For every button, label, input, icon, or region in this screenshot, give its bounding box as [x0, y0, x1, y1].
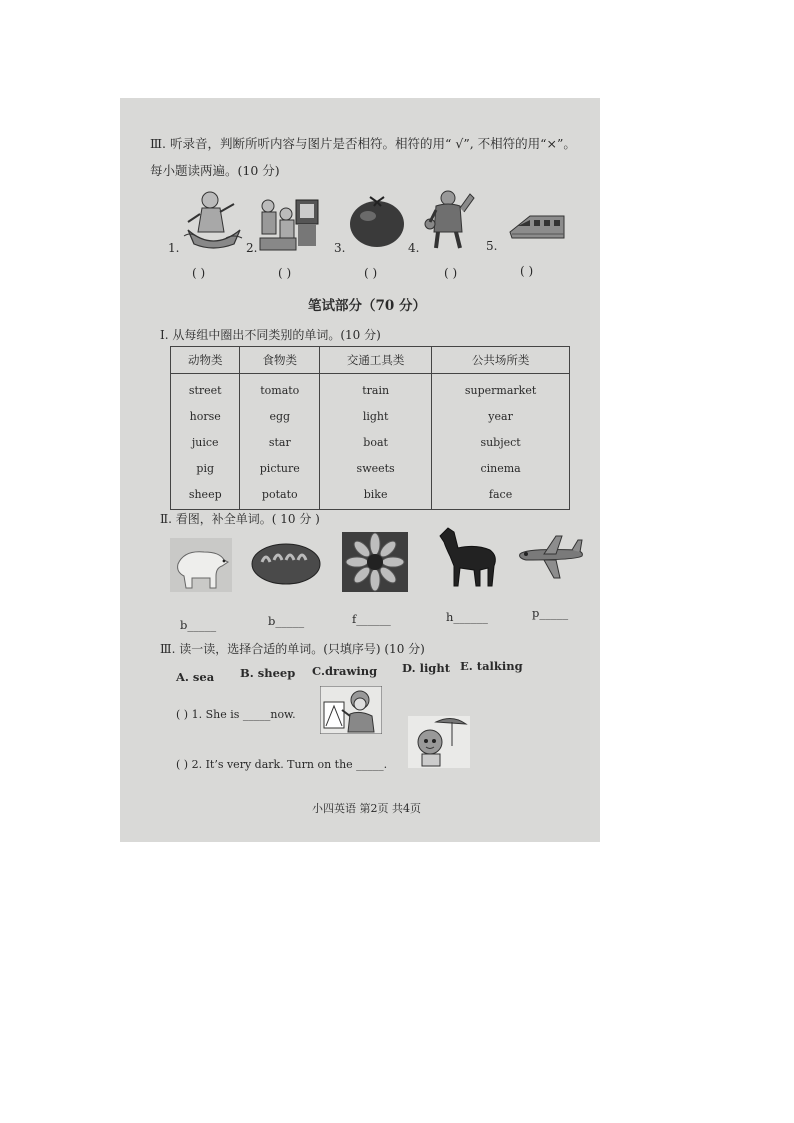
page-footer: 小四英语 第2页 共4页 [312, 802, 421, 815]
blank-bread[interactable]: b_____ [268, 614, 305, 628]
word-cell[interactable]: train [362, 384, 390, 397]
listening-num-4: 4. [408, 241, 420, 255]
word-cell[interactable]: light [362, 410, 389, 423]
airplane-icon [516, 532, 586, 580]
word-cell[interactable]: bike [363, 488, 388, 501]
word-cell[interactable]: supermarket [464, 384, 537, 397]
cartoon-muscle-man-icon [422, 188, 476, 250]
word-cell[interactable]: street [188, 384, 222, 397]
column-header-transport: 交通工具类 [320, 347, 432, 374]
high-speed-train-icon [508, 210, 566, 246]
word-column-public-places [432, 374, 570, 510]
blank-polar-bear[interactable]: b_____ [180, 618, 217, 632]
column-header-public-places: 公共场所类 [432, 347, 570, 374]
word-cell[interactable]: picture [259, 462, 300, 475]
exam-sheet [120, 98, 600, 842]
section1-heading: Ⅰ. 从每组中圈出不同类别的单词。(10 分) [160, 328, 381, 342]
option-a: A. sea [176, 670, 215, 684]
listening-num-2: 2. [246, 241, 258, 255]
answer-paren-1[interactable]: ( ) [192, 266, 206, 280]
sunflower-icon [342, 532, 408, 592]
blank-flower[interactable]: f______ [352, 612, 391, 626]
word-column-transport [320, 374, 432, 510]
word-cell[interactable]: star [268, 436, 291, 449]
word-cell[interactable]: sheep [188, 488, 222, 501]
answer-paren-3[interactable]: ( ) [364, 266, 378, 280]
option-e: E. talking [460, 659, 523, 673]
answer-paren-5[interactable]: ( ) [520, 264, 534, 278]
word-category-table [170, 346, 570, 510]
word-cell[interactable]: face [488, 488, 513, 501]
word-cell[interactable]: egg [269, 410, 291, 423]
listening-heading: Ⅲ. 听录音，判断所听内容与图片是否相符。相符的用“ √”, 不相符的用“×”。 [150, 136, 576, 151]
word-cell[interactable]: horse [189, 410, 221, 423]
column-header-animals: 动物类 [171, 347, 240, 374]
blank-plane[interactable]: p_____ [532, 606, 569, 620]
blank-horse[interactable]: h______ [446, 610, 488, 624]
polar-bear-icon [170, 538, 232, 592]
family-watching-tv-icon [258, 194, 322, 254]
question-2[interactable]: ( ) 2. It’s very dark. Turn on the _____. [176, 758, 388, 771]
word-column-food [240, 374, 320, 510]
word-cell[interactable]: juice [191, 436, 219, 449]
listening-num-5: 5. [486, 239, 498, 253]
tomato-icon [348, 194, 406, 250]
person-in-boat-icon [182, 186, 244, 254]
bread-loaf-icon [250, 538, 322, 586]
listening-num-1: 1. [168, 241, 180, 255]
written-section-title: 笔试部分（70 分） [308, 298, 426, 314]
word-cell[interactable]: subject [480, 436, 521, 449]
listening-num-3: 3. [334, 241, 346, 255]
horse-icon [436, 526, 502, 588]
word-cell[interactable]: tomato [260, 384, 300, 397]
section3-heading: Ⅲ. 读一读，选择合适的单词。(只填序号) (10 分) [160, 642, 425, 656]
word-cell[interactable]: sweets [356, 462, 395, 475]
listening-subheading: 每小题读两遍。(10 分) [150, 163, 280, 178]
word-cell[interactable]: pig [196, 462, 215, 475]
answer-paren-2[interactable]: ( ) [278, 266, 292, 280]
word-cell[interactable]: cinema [480, 462, 521, 475]
word-column-animals [171, 374, 240, 510]
word-cell[interactable]: boat [363, 436, 388, 449]
column-header-food: 食物类 [240, 347, 320, 374]
word-cell[interactable]: year [488, 410, 513, 423]
word-cell[interactable]: potato [261, 488, 298, 501]
girl-drawing-icon [320, 686, 382, 734]
answer-paren-4[interactable]: ( ) [444, 266, 458, 280]
option-c: C.drawing [312, 664, 378, 678]
option-d: D. light [402, 661, 451, 675]
option-b: B. sheep [240, 666, 296, 680]
section2-heading: Ⅱ. 看图，补全单词。( 10 分 ) [160, 512, 320, 526]
question-1[interactable]: ( ) 1. She is _____now. [176, 708, 296, 721]
boy-with-umbrella-icon [408, 716, 470, 768]
